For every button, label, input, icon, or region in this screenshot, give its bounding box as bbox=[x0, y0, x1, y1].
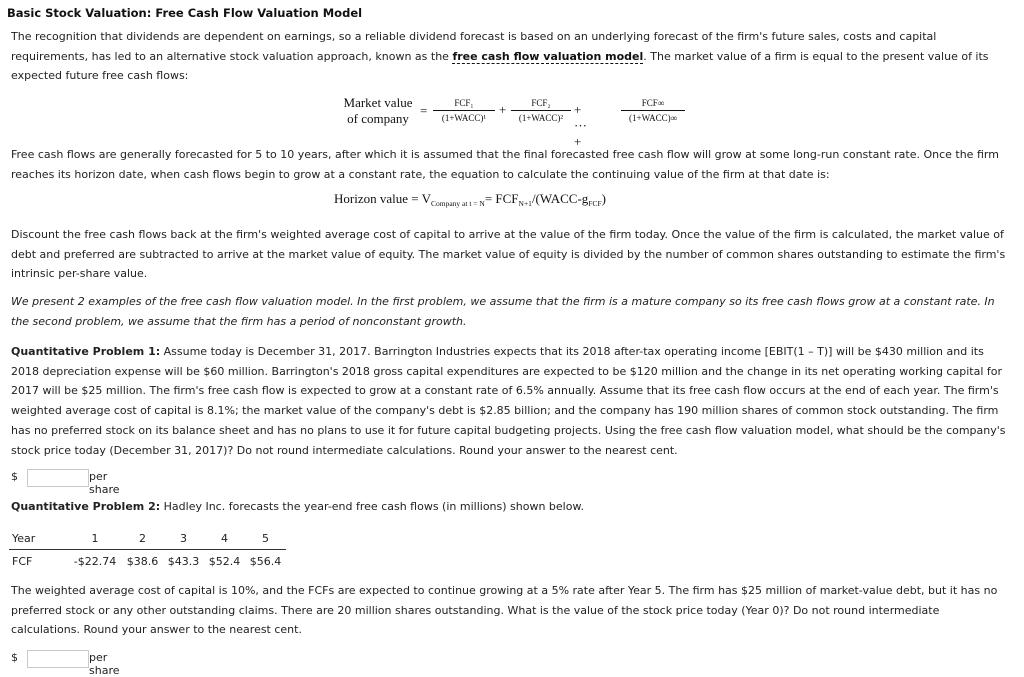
term2-denominator: (1+WACC)² bbox=[518, 113, 564, 123]
problem2-paragraph bbox=[11, 497, 1011, 517]
problem2-label: Quantitative Problem 2: bbox=[11, 500, 161, 513]
answer1-currency: $ bbox=[11, 470, 18, 483]
horizon-rhs-subscript: FCF bbox=[588, 199, 602, 208]
problem1-paragraph bbox=[11, 342, 1011, 460]
formula-equals: = bbox=[420, 103, 428, 118]
term1-denominator: (1+WACC)¹ bbox=[441, 113, 487, 123]
intro-text-before: The recognition that dividends are dependent on earnings, so a reliable dividend forecast is based on an underlying forecast of the firm's future sales, costs and capital requirements, has led to an alternative stock valuation approach, known as the bbox=[11, 30, 937, 63]
problem2-detail-paragraph: The weighted average cost of capital is 10%, and the FCFs are expected to continue growing at a 5% rate after Year 5. The firm has $25 million of market-value debt, but it has no preferred stock or any other outstanding claims. There are 20 million shares outstanding. What is the value of the stock price today (Year 0)? Do not round intermediate calculations. Round your answer to the nearest cent. bbox=[11, 584, 998, 637]
horizon-lhs-subscript: Company at t = N bbox=[431, 199, 485, 208]
term3-numerator: FCF∞ bbox=[621, 98, 685, 111]
formula-plus: + bbox=[499, 102, 507, 117]
answer1-unit: per share bbox=[89, 470, 120, 496]
year-label: Year bbox=[9, 527, 68, 550]
examples-paragraph: We present 2 examples of the free cash flow valuation model. In the first problem, we assume that the firm is a mature company so its free cash flows grow at a constant rate. In the second problem, we assume that the firm has a period of nonconstant growth. bbox=[11, 295, 995, 328]
answer2-input[interactable] bbox=[27, 650, 89, 668]
year-cell: 1 bbox=[68, 527, 122, 550]
fcf-cell: $43.3 bbox=[167, 554, 200, 568]
page-title: Basic Stock Valuation: Free Cash Flow Valuation Model bbox=[7, 6, 363, 20]
fraction-term-infinity bbox=[621, 98, 685, 123]
discount-paragraph: Discount the free cash flows back at the firm's weighted average cost of capital to arrive at the value of the firm today. Once the value of the firm is calculated, the market value of debt and preferred are subtracted to arrive at the market value of equity. The market value of equity is divided by the number of common shares outstanding to estimate the firm's intrinsic per-share value. bbox=[11, 228, 1006, 281]
year-cell: 5 bbox=[245, 527, 286, 550]
fcf-cell: $38.6 bbox=[126, 554, 159, 568]
table-row-year bbox=[9, 527, 286, 550]
formula-lhs bbox=[336, 95, 420, 127]
horizon-lhs: Horizon value = V bbox=[334, 191, 431, 206]
formula-lhs-line1: Market value bbox=[343, 95, 413, 110]
horizon-mid: = FCF bbox=[484, 191, 519, 206]
fcf-cell: $56.4 bbox=[249, 554, 282, 568]
fcf-model-link[interactable]: free cash flow valuation model bbox=[452, 49, 644, 63]
term3-denominator: (1+WACC)∞ bbox=[629, 113, 677, 123]
term1-numerator: FCF₁ bbox=[433, 98, 495, 111]
intro-text-after: . The market value of a firm is equal to the present value of its expected future free cash flows: bbox=[11, 49, 989, 83]
year-cell: 3 bbox=[163, 527, 204, 550]
problem1-text: Assume today is December 31, 2017. Barrington Industries expects that its 2018 after-tax operating income [EBIT(1 – T)] will be $430 million and its 2018 depreciation expense will be $60 million. Barrington's 2018 gross capital expenditures are expected to be $120 million and the change in its net operating working capital for 2017 will be $25 million. The firm's free cash flow is expected to grow at a constant rate of 6.5% annually. Assume that its free cash flow occurs at the end of each year. The firm's weighted average cost of capital is 8.1%; the market value of the company's debt is $2.85 billion; and the company has 190 million shares of common stock outstanding. The firm has no preferred stock on its balance sheet and has no plans to use it for future capital budgeting projects. Using the free cash flow valuation model, what should be the company's stock price today (December 31, 2017)? Do not round intermediate calculations. Round your answer to the nearest cent. bbox=[11, 345, 1006, 457]
horizon-value-formula bbox=[334, 191, 606, 208]
fcf-cell: -$22.74 bbox=[73, 554, 117, 568]
horizon-close: ) bbox=[601, 191, 606, 206]
problem2-text: Hadley Inc. forecasts the year-end free cash flows (in millions) shown below. bbox=[160, 500, 584, 513]
formula-lhs-line2: of company bbox=[347, 111, 409, 126]
intro-paragraph bbox=[11, 27, 1011, 86]
term2-numerator: FCF₂ bbox=[511, 98, 571, 111]
fcf-cell: $52.4 bbox=[208, 554, 241, 568]
answer1-input[interactable] bbox=[27, 469, 89, 487]
problem1-label: Quantitative Problem 1: bbox=[11, 345, 161, 358]
horizon-rhs: /(WACC-g bbox=[531, 191, 589, 206]
formula-ellipsis: + ··· + bbox=[574, 102, 587, 149]
horizon-mid-subscript: N+1 bbox=[518, 199, 532, 208]
year-cell: 4 bbox=[204, 527, 245, 550]
table-row-fcf bbox=[9, 550, 286, 573]
answer2-unit: per share bbox=[89, 651, 120, 677]
fcf-table bbox=[9, 527, 286, 572]
answer2-currency: $ bbox=[11, 651, 18, 664]
fraction-term-1 bbox=[433, 98, 495, 123]
fraction-term-2 bbox=[511, 98, 571, 123]
year-cell: 2 bbox=[122, 527, 163, 550]
fcf-label: FCF bbox=[12, 554, 33, 568]
horizon-paragraph: Free cash flows are generally forecasted for 5 to 10 years, after which it is assumed that the final forecasted free cash flow will grow at some long-run constant rate. Once the firm reaches its horizon date, when cash flows begin to grow at a constant rate, the equation to calculate the continuing value of the firm at that date is: bbox=[11, 148, 999, 181]
